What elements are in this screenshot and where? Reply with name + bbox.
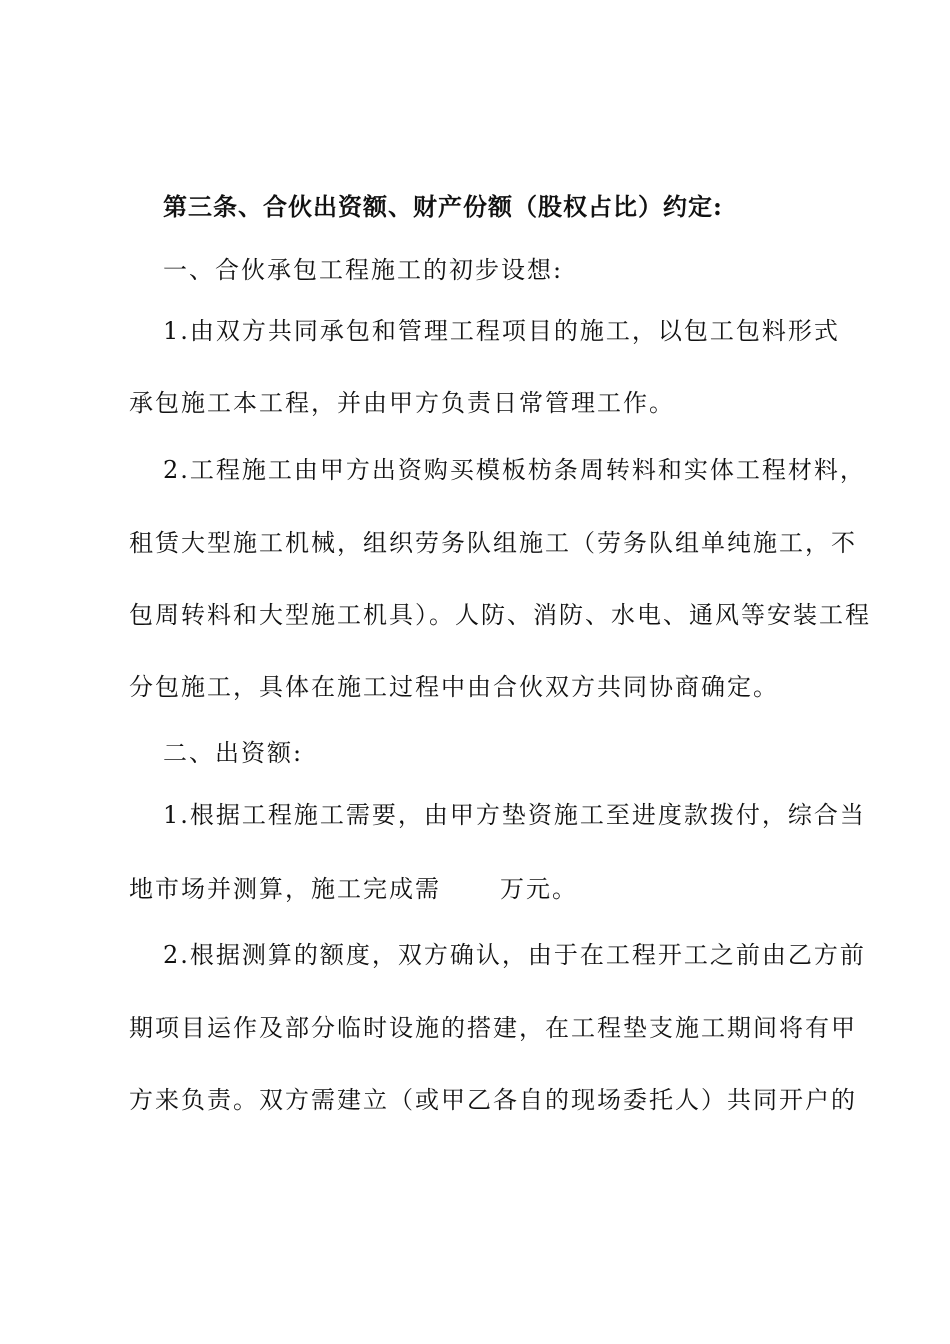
section-2-item-2-line-1: 2.根据测算的额度，双方确认，由于在工程开工之前由乙方前 <box>163 941 866 969</box>
section-2-item-1-line-2: 地市场并测算，施工完成需 <box>129 875 441 903</box>
section-1-item-1-line-1: 1.由双方共同承包和管理工程项目的施工，以包工包料形式 <box>163 317 840 345</box>
section-2-item-1-line-1: 1.根据工程施工需要，由甲方垫资施工至进度款拨付，综合当 <box>163 801 866 829</box>
section-2-item-2-line-2: 期项目运作及部分临时设施的搭建，在工程垫支施工期间将有甲 <box>129 1014 857 1042</box>
section-1-item-2-line-2: 租赁大型施工机械，组织劳务队组施工（劳务队组单纯施工，不 <box>129 529 857 557</box>
section-1-item-2-line-3: 包周转料和大型施工机具）。人防、消防、水电、通风等安装工程 <box>129 601 871 629</box>
section-2-item-2-line-3: 方来负责。双方需建立（或甲乙各自的现场委托人）共同开户的 <box>129 1086 857 1114</box>
section-2-title: 二、出资额: <box>163 739 304 767</box>
article-heading: 第三条、合伙出资额、财产份额（股权占比）约定: <box>163 192 723 221</box>
section-1-item-2-line-4: 分包施工，具体在施工过程中由合伙双方共同协商确定。 <box>129 673 779 701</box>
section-1-item-2-line-1: 2.工程施工由甲方出资购买模板枋条周转料和实体工程材料， <box>163 456 866 484</box>
section-1-item-1-line-2: 承包施工本工程，并由甲方负责日常管理工作。 <box>129 389 675 417</box>
section-2-item-1-unit: 万元。 <box>500 875 578 903</box>
section-1-title: 一、合伙承包工程施工的初步设想: <box>163 256 564 284</box>
